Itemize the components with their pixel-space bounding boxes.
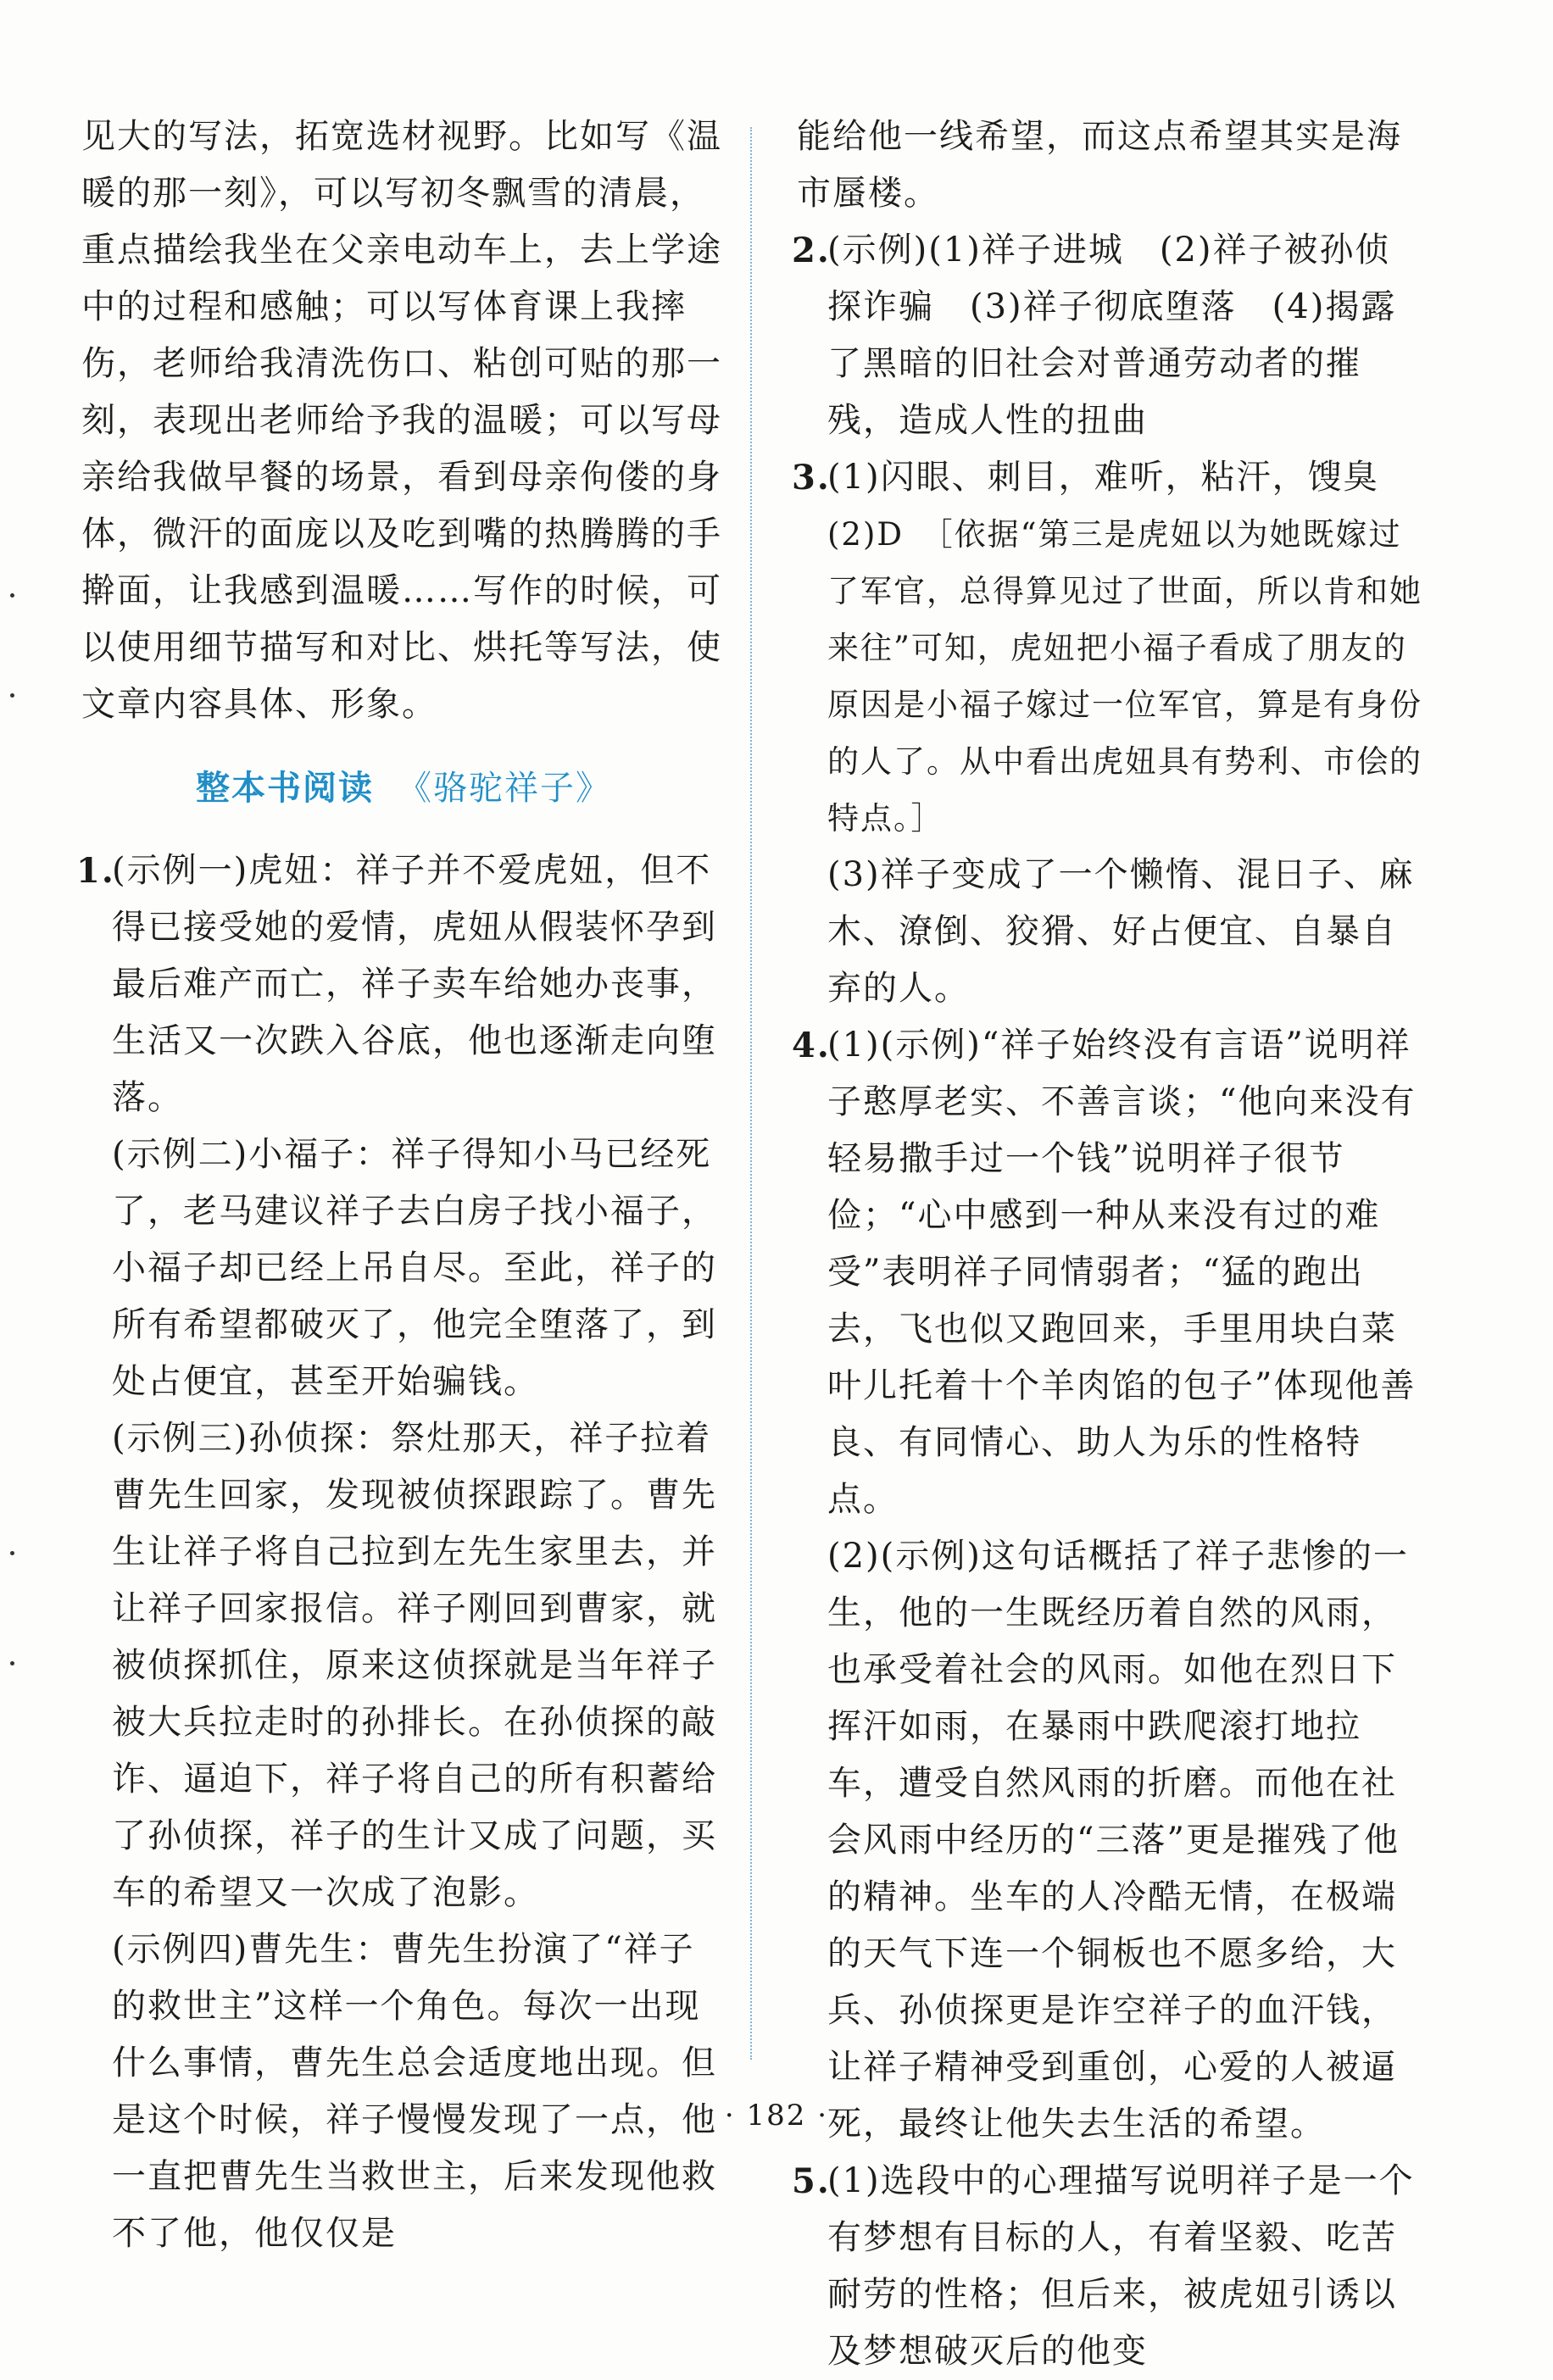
answer-part-3: (3)祥子变成了一个懒惰、混日子、麻木、潦倒、狡猾、好占便宜、自暴自弃的人。 xyxy=(827,855,1415,1008)
question-2 xyxy=(792,222,1424,449)
question-number: 3. xyxy=(792,458,831,498)
left-column xyxy=(76,108,726,2262)
column-divider xyxy=(750,127,752,2060)
question-number: 4. xyxy=(792,1026,831,1065)
answer-part-1: (1)(示例)“祥子始终没有言语”说明祥子憨厚老实、不善言谈；“他向来没有轻易撒手过一个钱”说明祥子很节俭；“心中感到一种从来没有过的难受”表明祥子同情弱者；“猛的跑出去，飞也似又跑回来，手里用块白菜叶儿托着十个羊肉馅的包子”体现他善良、有同情心、助人为乐的性格特点。 xyxy=(827,1026,1417,1519)
answer-part-2 xyxy=(827,506,1424,847)
question-4 xyxy=(792,1017,1424,2153)
answer-explanation: ［依据“第三是虎妞以为她既嫁过了军官，总得算见过了世面，所以肯和她来往”可知，虎妞把小福子看成了朋友的原因是小福子嫁过一位军官，算是有身份的人了。从中看出虎妞具有势利、市侩的特点。］ xyxy=(827,516,1422,837)
answer-example-1: (示例一)虎妞：祥子并不爱虎妞，但不得已接受她的爱情，虎妞从假装怀孕到最后难产而亡，祥子卖车给她办丧事，生活又一次跌入谷底，他也逐渐走向堕落。 xyxy=(112,851,717,1117)
margin-dot xyxy=(10,1661,14,1665)
answer-text: (示例)(1)祥子进城 (2)祥子被孙侦探诈骗 (3)祥子彻底堕落 (4)揭露了黑暗的旧社会对普通劳动者的摧残，造成人性的扭曲 xyxy=(827,231,1397,440)
answer-example-2: (示例二)小福子：祥子得知小马已经死了，老马建议祥子去白房子找小福子，小福子却已经上吊自尽。至此，祥子的所有希望都破灭了，他完全堕落了，到处占便宜，甚至开始骗钱。 xyxy=(112,1135,717,1401)
section-title xyxy=(81,760,726,817)
answer-example-4: (示例四)曹先生：曹先生扮演了“祥子的救世主”这样一个角色。每次一出现什么事情，曹先生总会适度地出现。但是这个时候，祥子慢慢发现了一点，他一直把曹先生当救世主，后来发现他救不了他，他仅仅是 xyxy=(112,1930,717,2253)
right-column xyxy=(792,108,1424,2380)
section-book-title: 《骆驼祥子》 xyxy=(398,769,611,808)
question-number: 5. xyxy=(792,2161,831,2201)
answer-part-1: (1)选段中的心理描写说明祥子是一个有梦想有目标的人，有着坚毅、吃苦耐劳的性格；但后来，被虎妞引诱以及梦想破灭后的他变 xyxy=(827,2161,1415,2371)
intro-paragraph: 见大的写法，拓宽选材视野。比如写《温暖的那一刻》，可以写初冬飘雪的清晨，重点描绘我坐在父亲电动车上，去上学途中的过程和感触；可以写体育课上我摔伤，老师给我清洗伤口、粘创可贴的那一刻，表现出老师给予我的温暖；可以写母亲给我做早餐的场景，看到母亲佝偻的身体，微汗的面庞以及吃到嘴的热腾腾的手擀面，让我感到温暖……写作的时候，可以使用细节描写和对比、烘托等写法，使文章内容具体、形象。 xyxy=(81,117,722,724)
question-number: 1. xyxy=(76,851,115,891)
question-number: 2. xyxy=(792,231,831,270)
answer-choice: (2)D xyxy=(827,516,905,553)
answer-example-3: (示例三)孙侦探：祭灶那天，祥子拉着曹先生回家，发现被侦探跟踪了。曹先生让祥子将自己拉到左先生家里去，并让祥子回家报信。祥子刚回到曹家，就被侦探抓住，原来这侦探就是当年祥子被大兵拉走时的孙排长。在孙侦探的敲诈、逼迫下，祥子将自己的所有积蓄给了孙侦探，祥子的生计又成了问题，买车的希望又一次成了泡影。 xyxy=(112,1419,717,1912)
question-1-continuation: 能给他一线希望，而这点希望其实是海市蜃楼。 xyxy=(797,117,1402,213)
question-3 xyxy=(792,449,1424,1017)
question-1 xyxy=(76,842,726,2262)
margin-dot xyxy=(10,693,14,698)
margin-dot xyxy=(10,593,14,598)
page-number: · 182 · xyxy=(724,2099,829,2133)
section-title-text: 整本书阅读 xyxy=(196,769,374,808)
answer-part-2: (2)(示例)这句话概括了祥子悲惨的一生，他的一生既经历着自然的风雨，也承受着社会的风雨。如他在烈日下挥汗如雨，在暴雨中跌爬滚打地拉车，遭受自然风雨的折磨。而他在社会风雨中经历的“三落”更是摧残了他的精神。坐车的人冷酷无情，在极端的天气下连一个铜板也不愿多给，大兵、孙侦探更是诈空祥子的血汗钱，让祥子精神受到重创，心爱的人被逼死，最终让他失去生活的希望。 xyxy=(827,1537,1409,2144)
answer-part-1: (1)闪眼、刺目，难听，粘汗，馊臭 xyxy=(827,458,1379,497)
margin-dot xyxy=(10,1551,14,1555)
question-5 xyxy=(792,2153,1424,2380)
